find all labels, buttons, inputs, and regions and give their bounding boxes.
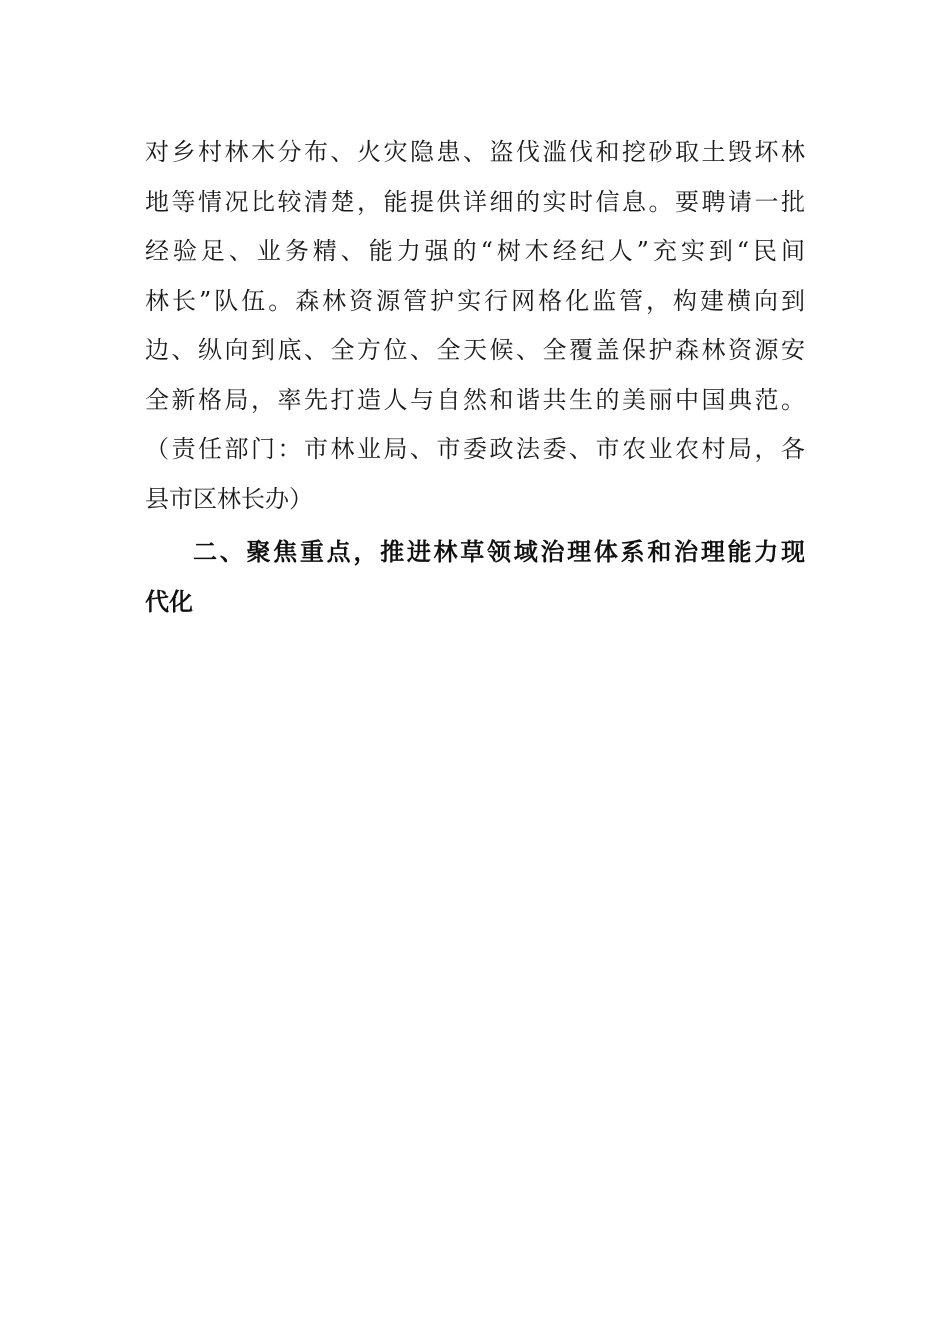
paragraph-line: 县市区林长办） — [145, 484, 313, 513]
paragraph-line: 地等情况比较清楚，能提供详细的实时信息。要聘请一批 — [145, 187, 805, 216]
heading-line: 代化 — [145, 587, 193, 616]
paragraph-line: 全新格局，率先打造人与自然和谐共生的美丽中国典范。 — [145, 385, 805, 414]
heading-line: 二、聚焦重点，推进林草领域治理体系和治理能力现 — [193, 538, 805, 566]
body-paragraph — [145, 128, 805, 524]
paragraph-line: 边、纵向到底、全方位、全天候、全覆盖保护森林资源安 — [145, 336, 805, 364]
paragraph-line: 对乡村林木分布、火灾隐患、盗伐滥伐和挖砂取土毁坏林 — [145, 138, 805, 166]
paragraph-line: 经验足、业务精、能力强的“树木经纪人”充实到“民间 — [145, 237, 805, 265]
section-heading — [145, 528, 805, 627]
paragraph-line: 林长”队伍。森林资源管护实行网格化监管，构建横向到 — [145, 286, 805, 315]
paragraph-line: （责任部门：市林业局、市委政法委、市农业农村局，各 — [145, 435, 805, 463]
